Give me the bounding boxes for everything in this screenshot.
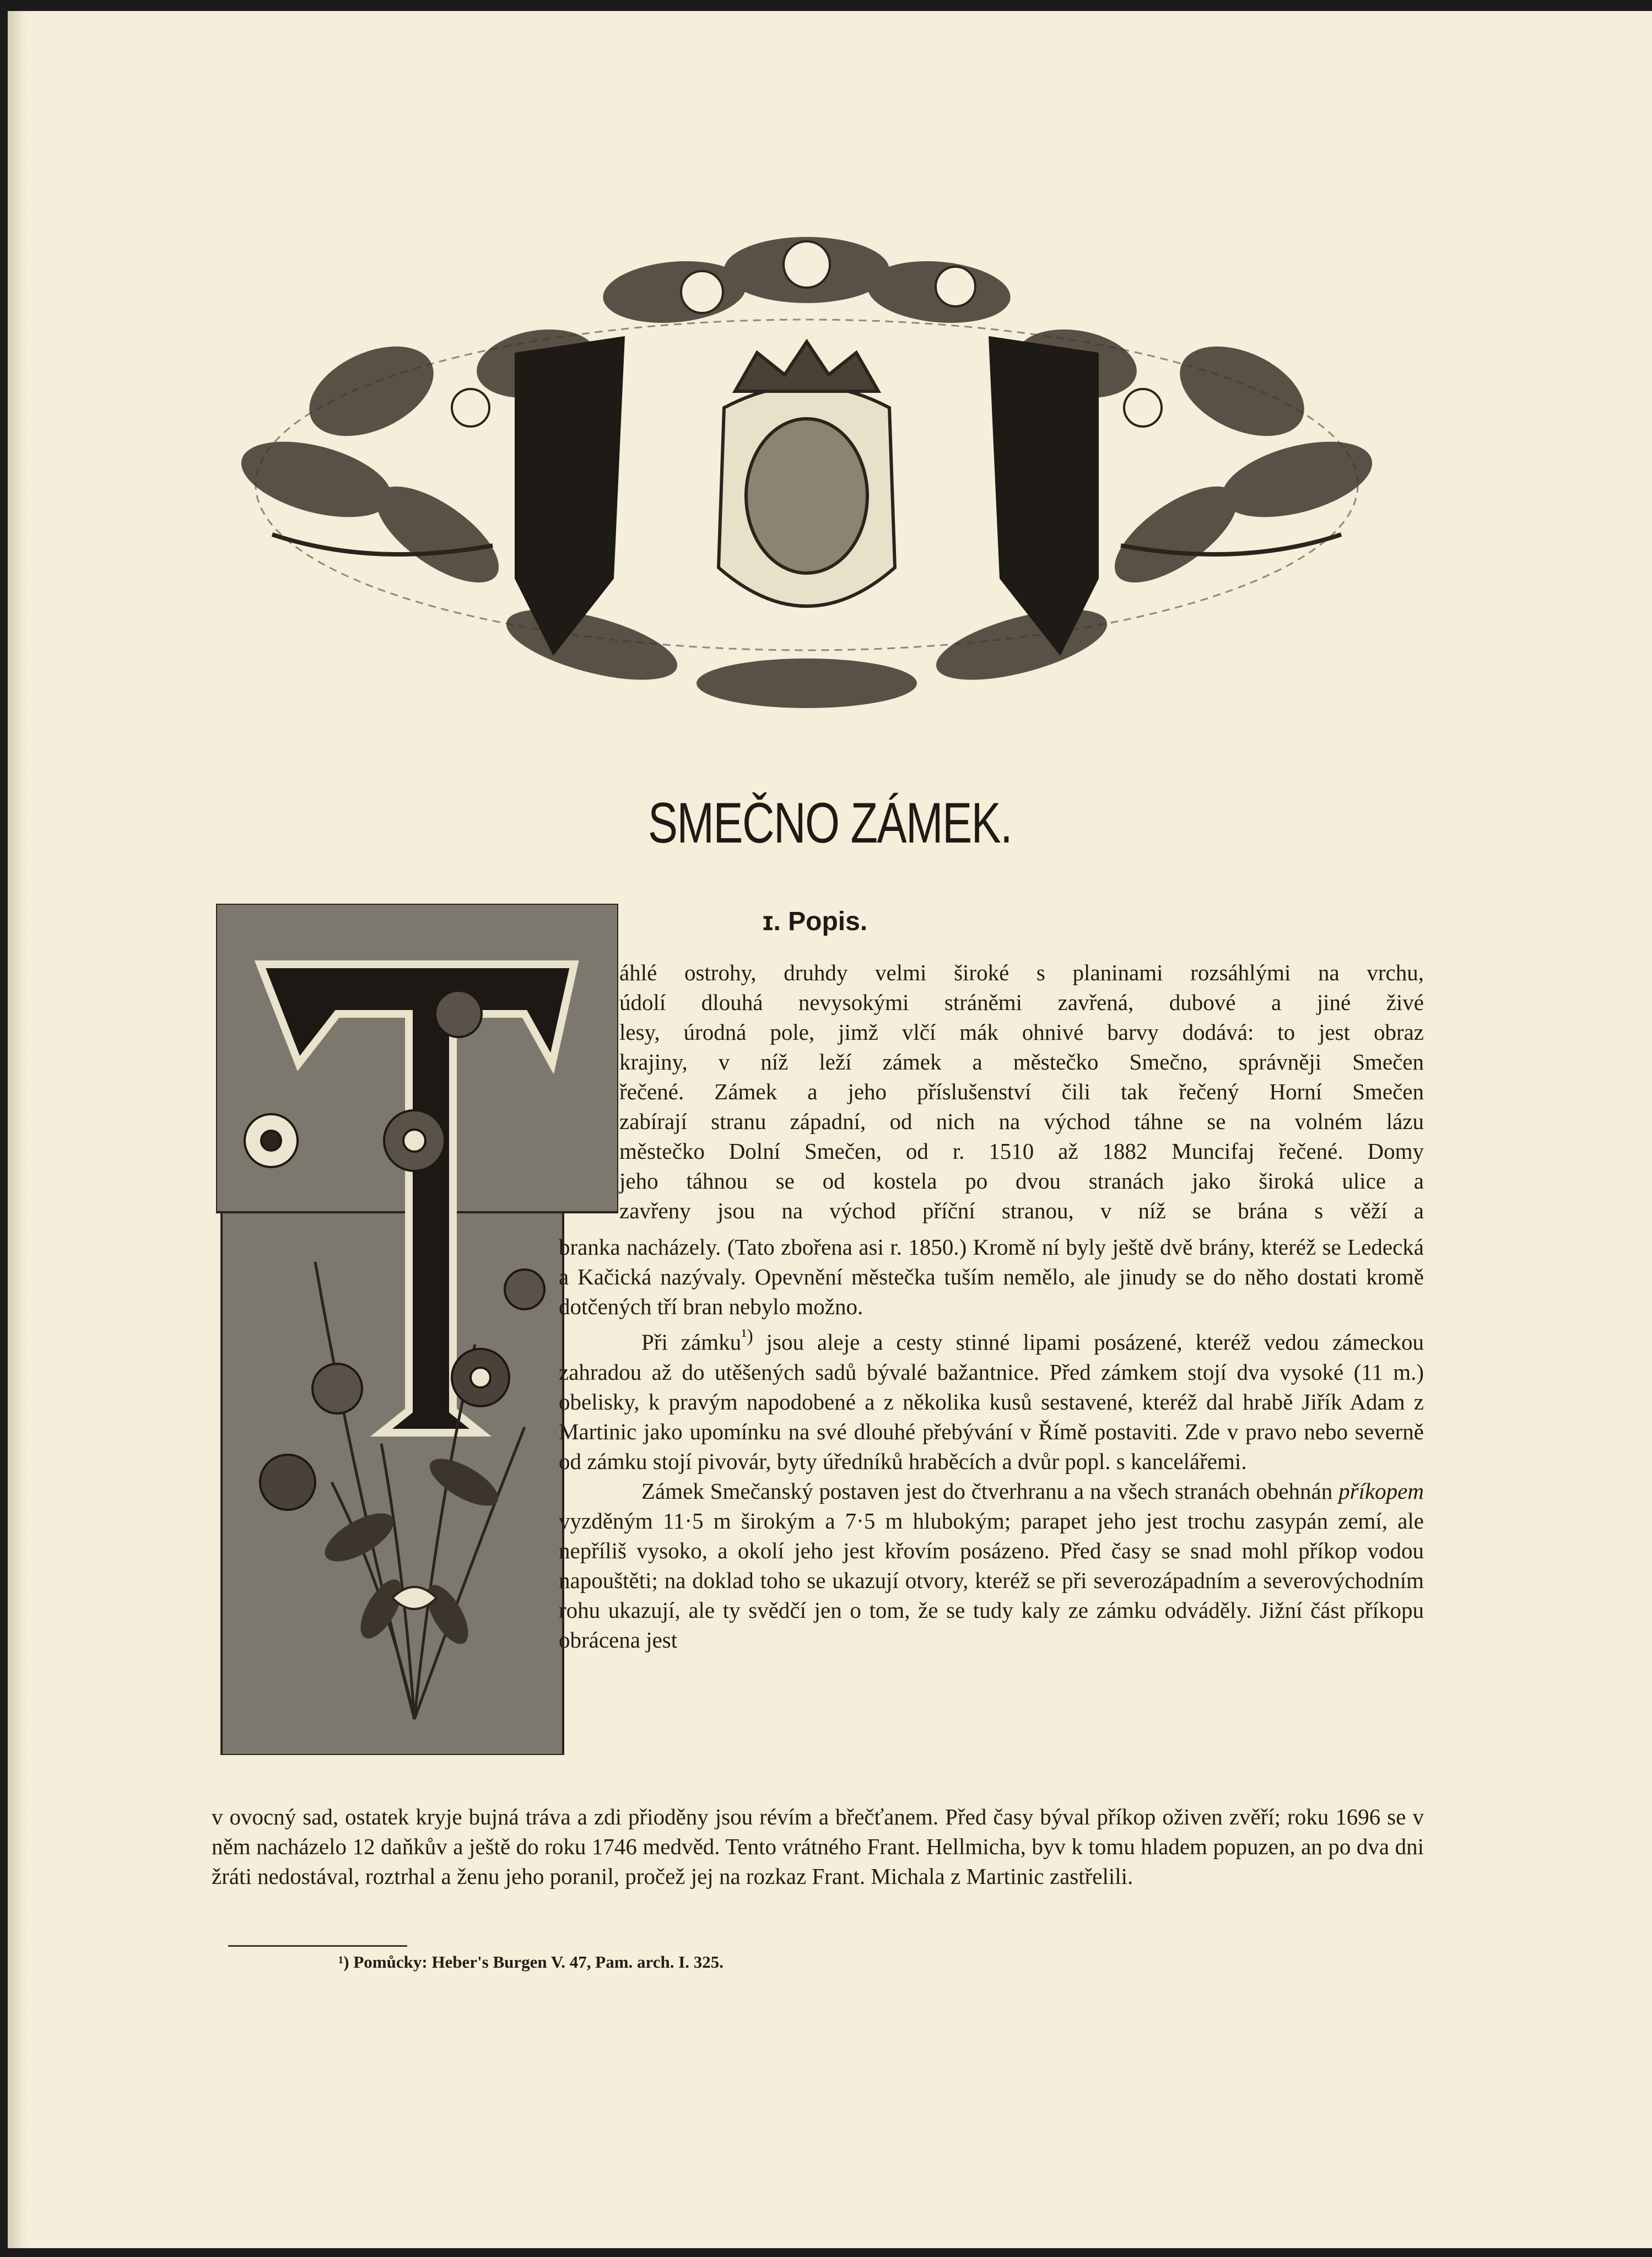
paragraph-2-rest: jsou aleje a cesty stinné lipami posázené, kteréž vedou zámeckou zahradou až do utěšených sadů bývalé bažantnice. Před zámkem stojí dva vysoké (11 m.) obelisky, k pravým napodobené a z několika kusů sestavené, kteréž dal hrabě Jiřík Adam z Martinic jako upomínku na své dlouhé přebývání v Římě postaviti. Zde v pravo nebo severně od zámku stojí pivovár, byty úředníků hraběcích a dvůr popl. s kancelářemi. bbox=[559, 1329, 1424, 1474]
paragraph-3-rest: vyzděným 11·5 m širokým a 7·5 m hlubokým; parapet jeho jest trochu zasypán zemí, ale nepříliš vysoko, a okolí jeho jest křovím posázeno. Před časy se snad mohl příkop vodou napouštěti; na doklad toho se ukazují otvory, kteréž se při severozápadním a severovýchodním rohu ukazují, ale ty svědčí jen o tom, že se tudy kaly ze zámku odváděly. Jižní část příkopu obrácena jest bbox=[559, 1508, 1424, 1653]
body-text-column bbox=[559, 1232, 1424, 1655]
paragraph-1-continued: branka nacházely. (Tato zbořena asi r. 1850.) Kromě ní byly ještě dvě brány, kteréž se Ledecká a Kačická nazývaly. Opevnění městečka tuším nemělo, ale jinudy se do něho dostati kromě dotčených tří bran nebylo možno. bbox=[559, 1234, 1424, 1319]
text-line: lesy, úrodná pole, jimž vlčí mák ohnivé barvy dodává: to jest obraz bbox=[619, 1019, 1424, 1045]
book-page bbox=[8, 11, 1652, 2248]
text-line: krajiny, v níž leží zámek a městečko Smečno, správněji Smečen bbox=[619, 1049, 1424, 1074]
initial-letter: T bbox=[398, 1043, 401, 1048]
footnote: ¹) Pomůcky: Heber's Burgen V. 47, Pam. arch. I. 325. bbox=[338, 1952, 724, 1972]
section-heading: ɪ. Popis. bbox=[763, 907, 868, 936]
text-line: áhlé ostrohy, druhdy velmi široké s planinami rozsáhlými na vrchu, bbox=[619, 960, 1424, 985]
text-line: jeho táhnou se od kostela po dvou stranách jako široká ulice a bbox=[619, 1168, 1424, 1194]
floral-coat-of-arms-ornament bbox=[206, 226, 1407, 738]
paragraph-2 bbox=[559, 1321, 1424, 1476]
footnote-mark: ¹) bbox=[741, 1326, 753, 1346]
paragraph-3-continued: v ovocný sad, ostatek kryje bujná tráva a zdi přioděny jsou révím a břečťanem. Před časy býval příkop oživen zvěří; roku 1696 se v něm nacházelo 12 daňkův a ještě do roku 1746 medvěd. Tento vrátného Frant. Hellmicha, byv k tomu hladem popuzen, an po dva dni žráti nedostával, roztrhal a ženu jeho poranil, pročež jej na rozkaz Frant. Michala z Martinic zastřelili. bbox=[212, 1804, 1424, 1889]
paragraph-1-beside-initial bbox=[619, 958, 1424, 1232]
footnote-rule bbox=[228, 1945, 407, 1947]
paragraph-3-start: Zámek Smečanský postaven jest do čtverhranu a na všech stranách obehnán bbox=[641, 1478, 1339, 1504]
paragraph-2-start: Při zámku bbox=[641, 1329, 742, 1355]
paragraph-3 bbox=[559, 1476, 1424, 1655]
text-line: údolí dlouhá nevysokými stráněmi zavřená, dubové a jiné živé bbox=[619, 990, 1424, 1015]
text-line: zabírají stranu západní, od nich na východ táhne se na volném lázu bbox=[619, 1109, 1424, 1134]
text-line: řečené. Zámek a jeho příslušenství čili tak řečený Horní Smečen bbox=[619, 1079, 1424, 1104]
text-line: zavřeny jsou na východ příční stranou, v níž se brána s věží a bbox=[619, 1198, 1424, 1223]
full-width-text bbox=[212, 1802, 1424, 1891]
page-gutter-shadow bbox=[8, 11, 26, 2248]
page-title: SMEČNO ZÁMEK. bbox=[647, 791, 1012, 855]
emphasis-prikopem: příkopem bbox=[1338, 1478, 1424, 1504]
text-line: městečko Dolní Smečen, od r. 1510 až 1882 Muncifaj řečené. Domy bbox=[619, 1138, 1424, 1164]
decorated-initial-t bbox=[216, 904, 618, 1755]
